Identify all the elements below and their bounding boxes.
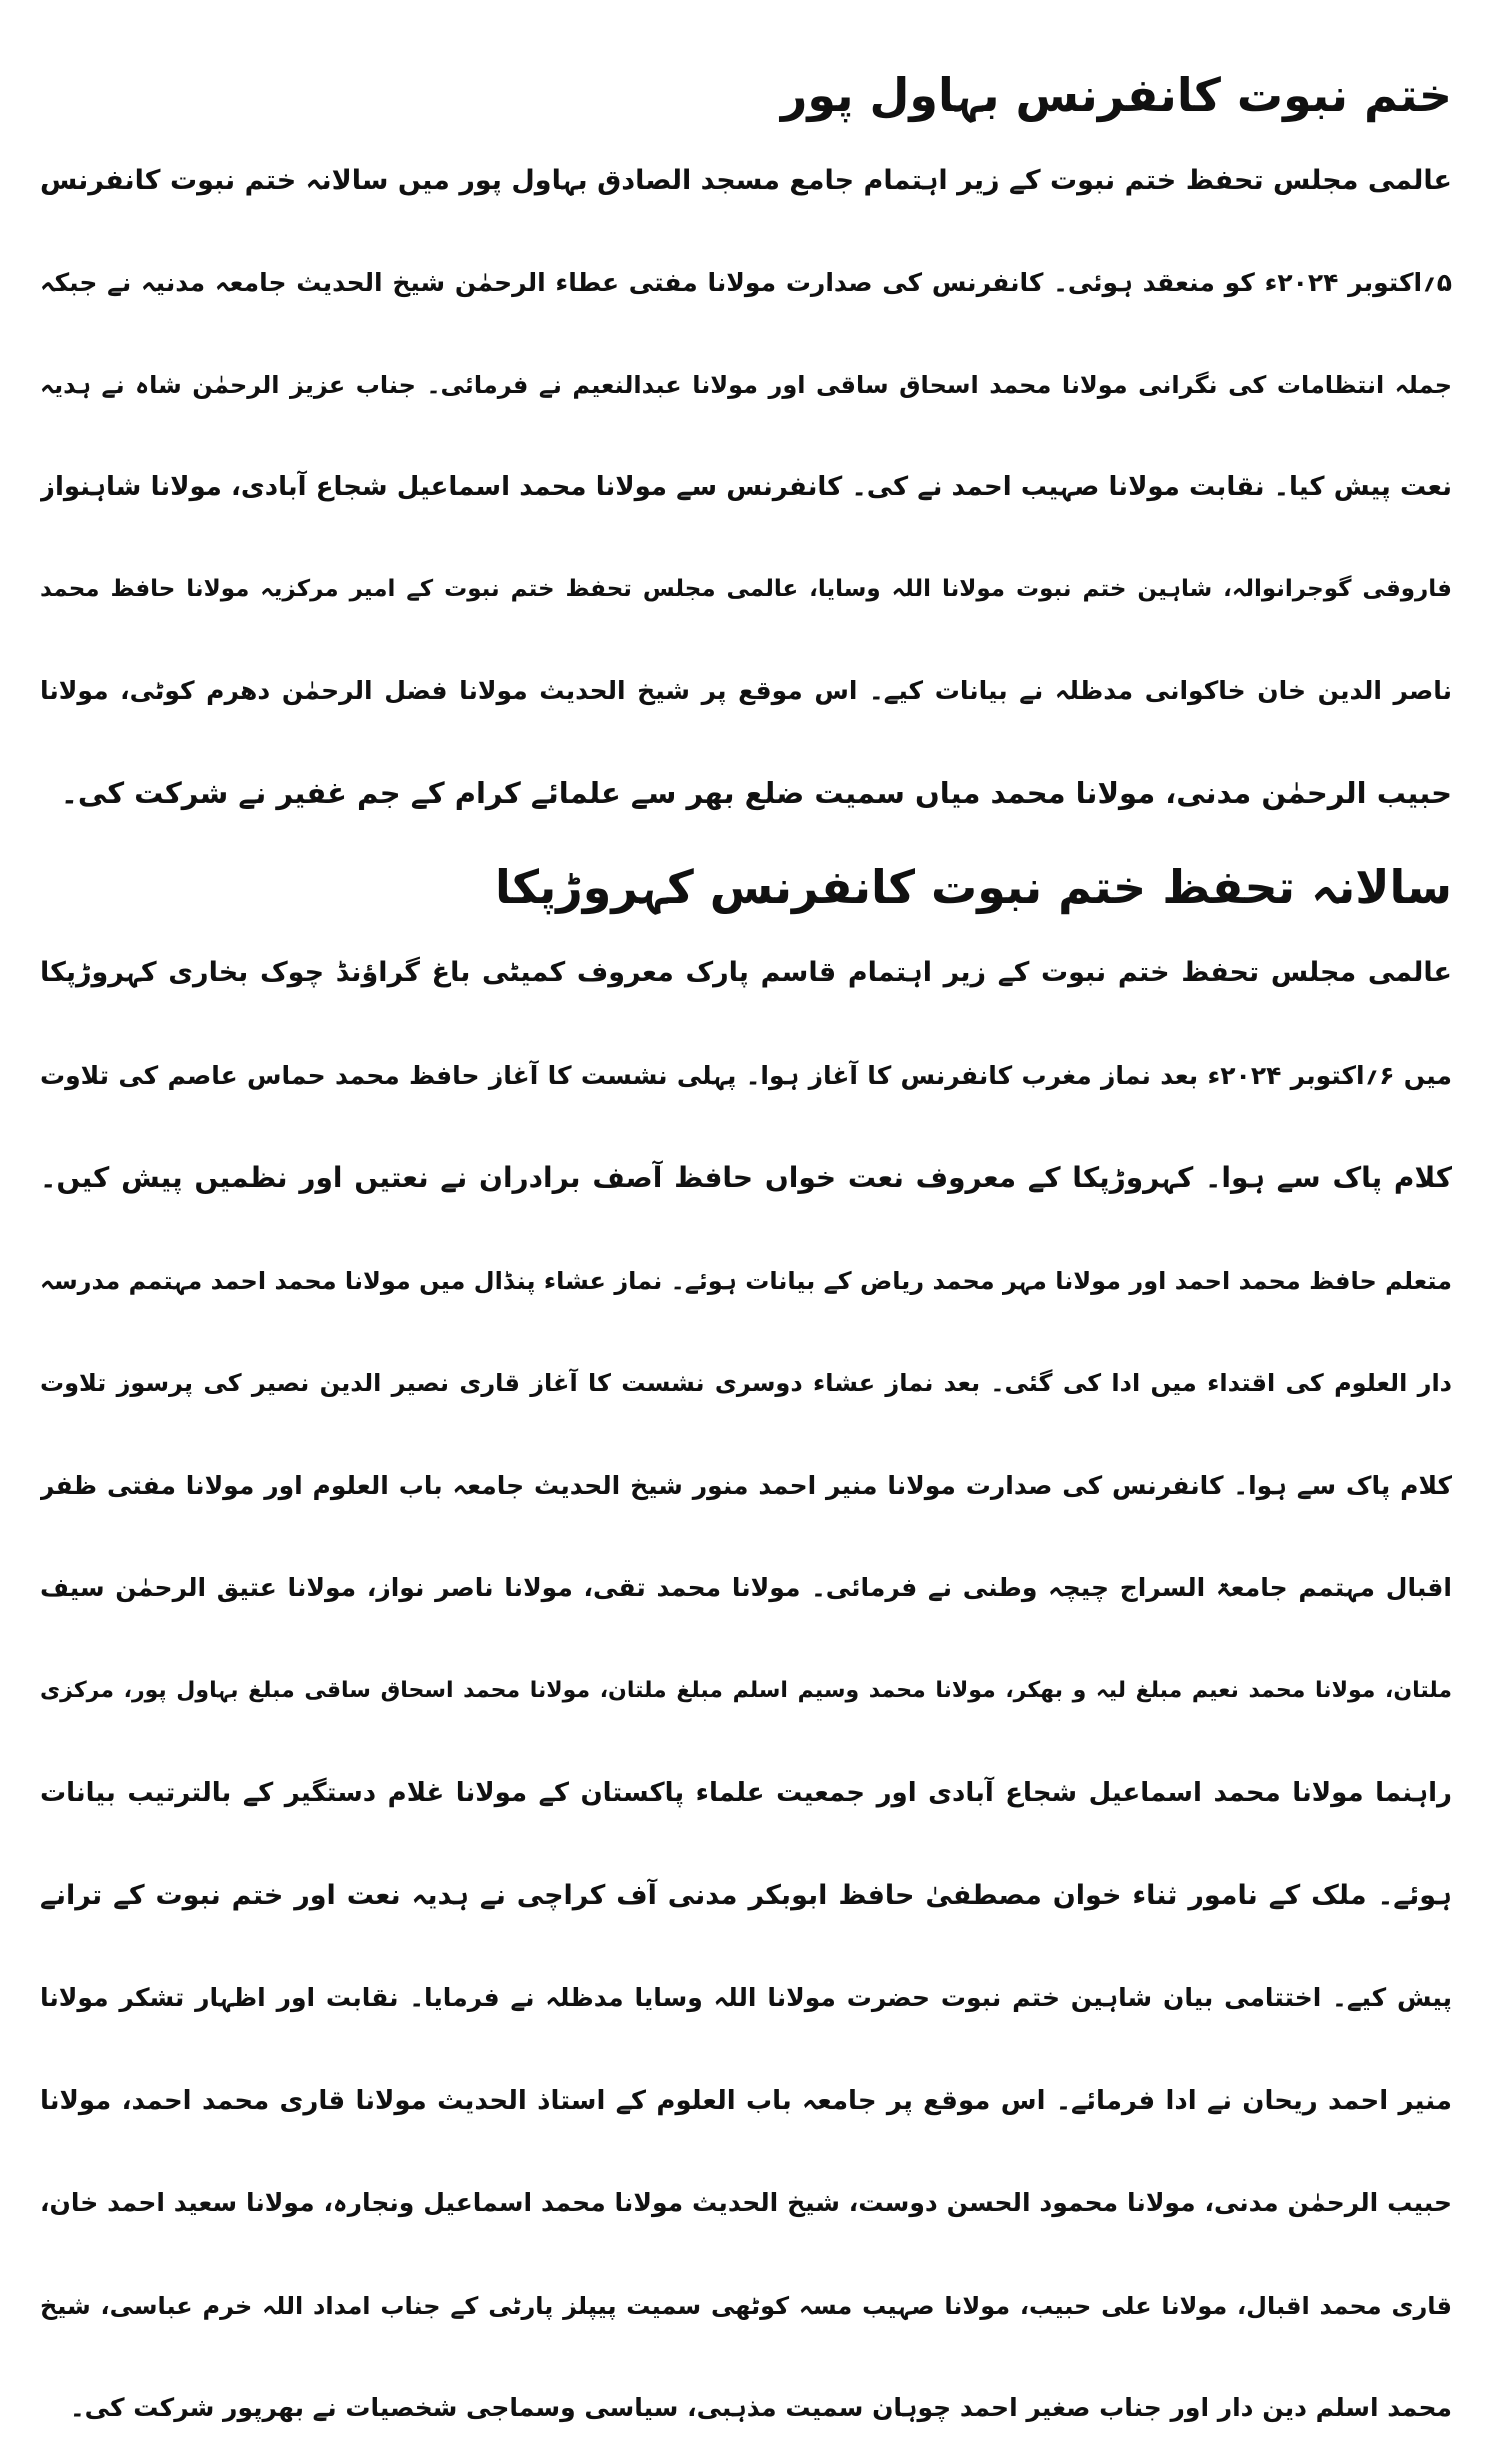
section-bahawalpur-conference [40, 60, 1452, 844]
text-line: عالمی مجلس تحفظ ختم نبوت کے زیر اہتمام جامع مسجد الصادق بہاول پور میں سالانہ ختم نبوت کانفرنس [40, 165, 1452, 196]
text-line: عالمی مجلس تحفظ ختم نبوت کے زیر اہتمام قاسم پارک معروف کمیٹی باغ گراؤنڈ چوک بخاری کہروڑپکا [40, 957, 1452, 988]
text-line: منیر احمد ریحان نے ادا فرمائے۔ اس موقع پر جامعہ باب العلوم کے استاذ الحدیث مولانا قاری محمد احمد، مولانا [40, 2085, 1452, 2116]
text-line: پیش کیے۔ اختتامی بیان شاہین ختم نبوت حضرت مولانا اللہ وسایا مدظلہ نے فرمایا۔ نقابت اور اظہار تشکر مولانا [40, 1983, 1452, 2012]
text-line: محمد اسلم دین دار اور جناب صغیر احمد چوہان سمیت مذہبی، سیاسی وسماجی شخصیات نے بھرپور شرکت کی۔ [70, 2393, 1452, 2422]
text-line: راہنما مولانا محمد اسماعیل شجاع آبادی اور جمعیت علماء پاکستان کے مولانا غلام دستگیر کے بالترتیب بیانات [40, 1778, 1452, 1808]
section-paragraph [40, 130, 1452, 844]
text-line: اقبال مہتمم جامعۃ السراج چیچہ وطنی نے فرمائی۔ مولانا محمد تقی، مولانا ناصر نواز، مولانا عتیق الرحمٰن سیف [40, 1573, 1452, 1602]
text-line: فاروقی گوجرانوالہ، شاہین ختم نبوت مولانا اللہ وسایا، عالمی مجلس تحفظ ختم نبوت کے امیر مرکزیہ مولانا حافظ محمد [40, 576, 1452, 602]
text-line: ۵؍اکتوبر ۲۰۲۴ء کو منعقد ہوئی۔ کانفرنس کی صدارت مولانا مفتی عطاء الرحمٰن شیخ الحدیث جامعہ مدنیہ نے جبکہ [40, 268, 1452, 297]
text-line: دار العلوم کی اقتداء میں ادا کی گئی۔ بعد نماز عشاء دوسری نشست کا آغاز قاری نصیر الدین نصیر کی پرسوز تلاوت [40, 1369, 1452, 1397]
section-paragraph [40, 922, 1452, 2460]
text-line: کلام پاک سے ہوا۔ کانفرنس کی صدارت مولانا منیر احمد منور شیخ الحدیث جامعہ باب العلوم اور مولانا مفتی ظفر [40, 1470, 1452, 1500]
text-line: جملہ انتظامات کی نگرانی مولانا محمد اسحاق ساقی اور مولانا عبدالنعیم نے فرمائی۔ جناب عزیز الرحمٰن شاہ نے ہدیہ [40, 371, 1452, 399]
text-line: کلام پاک سے ہوا۔ کہروڑپکا کے معروف نعت خواں حافظ آصف برادران نے نعتیں اور نظمیں پیش کیں۔ [40, 1161, 1452, 1194]
text-line: نعت پیش کیا۔ نقابت مولانا صہیب احمد نے کی۔ کانفرنس سے مولانا محمد اسماعیل شجاع آبادی، مولانا شاہنواز [40, 472, 1452, 502]
text-line: حبیب الرحمٰن مدنی، مولانا محمد میاں سمیت ضلع بھر سے علمائے کرام کے جم غفیر نے شرکت کی۔ [60, 776, 1452, 810]
text-line: ہوئے۔ ملک کے نامور ثناء خوان مصطفیٰ حافظ ابوبکر مدنی آف کراچی نے ہدیہ نعت اور ختم نبوت کے ترانے [40, 1879, 1452, 1911]
text-line: ملتان، مولانا محمد نعیم مبلغ لیہ و بھکر، مولانا محمد وسیم اسلم مبلغ ملتان، مولانا محمد اسحاق ساقی مبلغ بہاول پور، مرکزی [40, 1677, 1452, 1703]
text-line: قاری محمد اقبال، مولانا علی حبیب، مولانا صہیب مسہ کوٹھی سمیت پیپلز پارٹی کے جناب امداد اللہ خرم عباسی، شیخ [40, 2291, 1452, 2320]
text-line: میں ۶؍اکتوبر ۲۰۲۴ء بعد نماز مغرب کانفرنس کا آغاز ہوا۔ پہلی نشست کا آغاز حافظ محمد حماس عاصم کی تلاوت [40, 1060, 1452, 1090]
text-line: ناصر الدین خان خاکوانی مدظلہ نے بیانات کیے۔ اس موقع پر شیخ الحدیث مولانا فضل الرحمٰن دھرم کوٹی، مولانا [40, 676, 1452, 705]
text-line: حبیب الرحمٰن مدنی، مولانا محمود الحسن دوست، شیخ الحدیث مولانا محمد اسماعیل ونجارہ، مولانا سعید احمد خان، [40, 2188, 1452, 2217]
text-line: متعلم حافظ محمد احمد اور مولانا مہر محمد ریاض کے بیانات ہوئے۔ نماز عشاء پنڈال میں مولانا محمد احمد مہتمم مدرسہ [40, 1266, 1452, 1295]
section-title: ختم نبوت کانفرنس بہاول پور [780, 68, 1452, 122]
section-title: سالانہ تحفظ ختم نبوت کانفرنس کہروڑپکا [495, 860, 1452, 914]
section-kahror-pakka-conference [40, 852, 1452, 2460]
